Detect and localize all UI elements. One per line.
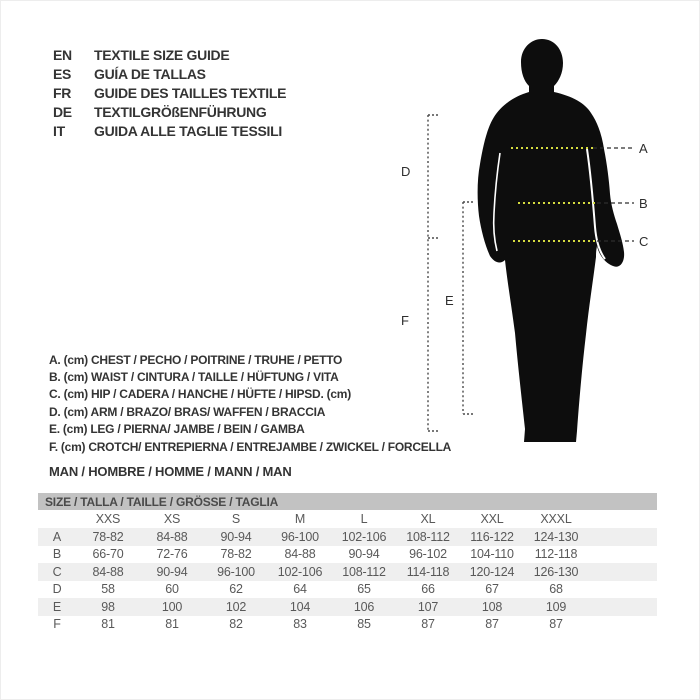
- size-value-cell: 116-122: [470, 529, 514, 544]
- size-value-cell: 96-100: [281, 529, 319, 544]
- measurement-definition: E. (cm) LEG / PIERNA/ JAMBE / BEIN / GAMBA: [49, 422, 305, 437]
- table-row: [38, 598, 657, 616]
- language-title: GUÍA DE TALLAS: [94, 65, 206, 82]
- label-F: F: [401, 313, 409, 328]
- size-column-header: XXS: [95, 512, 121, 526]
- size-value-cell: 67: [485, 582, 499, 597]
- language-row: [53, 121, 286, 140]
- size-value-cell: 112-118: [534, 547, 578, 562]
- size-value-cell: 81: [101, 617, 115, 632]
- table-row: [38, 528, 657, 546]
- size-value-cell: 64: [293, 582, 307, 597]
- size-value-cell: 78-82: [92, 529, 124, 544]
- measurement-definition: B. (cm) WAIST / CINTURA / TAILLE / HÜFTUNG / VITA: [49, 370, 339, 385]
- size-value-cell: 87: [549, 617, 563, 632]
- language-row: [53, 102, 286, 121]
- size-value-cell: 109: [545, 599, 567, 614]
- measurement-definition: D. (cm) ARM / BRAZO/ BRAS/ WAFFEN / BRACCIA: [49, 404, 326, 419]
- language-title-list: [53, 45, 286, 140]
- size-value-cell: 87: [485, 617, 499, 632]
- table-row: [38, 581, 657, 599]
- size-column-header: XL: [420, 512, 436, 526]
- size-value-cell: 104-110: [470, 547, 514, 562]
- language-code: FR: [53, 84, 72, 101]
- size-column-header-row: [38, 510, 657, 528]
- size-value-cell: 108: [481, 599, 503, 614]
- size-column-header: XS: [163, 512, 181, 526]
- measurement-definition: C. (cm) HIP / CADERA / HANCHE / HÜFTE / HIPSD. (cm): [49, 387, 351, 402]
- size-value-cell: 102-106: [341, 529, 387, 544]
- language-title: GUIDA ALLE TAGLIE TESSILI: [94, 122, 282, 139]
- size-value-cell: 124-130: [533, 529, 579, 544]
- size-value-cell: 96-100: [217, 564, 255, 579]
- size-value-cell: 96-102: [409, 547, 447, 562]
- row-label: A: [52, 529, 62, 544]
- table-row: [38, 616, 657, 634]
- size-value-cell: 81: [165, 617, 179, 632]
- size-value-cell: 120-124: [469, 564, 515, 579]
- size-table: [38, 493, 657, 633]
- size-value-cell: 65: [357, 582, 371, 597]
- row-label: F: [53, 617, 61, 632]
- language-row: [53, 64, 286, 83]
- man-silhouette: [478, 39, 625, 442]
- size-value-cell: 66: [421, 582, 435, 597]
- man-category-label: MAN / HOMBRE / HOMME / MANN / MAN: [49, 463, 292, 479]
- row-label: C: [52, 564, 62, 579]
- size-value-cell: 82: [229, 617, 243, 632]
- size-value-cell: 60: [165, 582, 179, 597]
- size-value-cell: 90-94: [156, 564, 188, 579]
- size-value-cell: 104: [289, 599, 311, 614]
- size-value-cell: 84-88: [156, 529, 188, 544]
- size-value-cell: 83: [293, 617, 307, 632]
- row-label: E: [52, 599, 62, 614]
- size-value-cell: 84-88: [92, 564, 124, 579]
- size-column-header: M: [294, 512, 306, 526]
- measurement-definition: A. (cm) CHEST / PECHO / POITRINE / TRUHE / PETTO: [49, 352, 343, 367]
- size-value-cell: 107: [417, 599, 439, 614]
- size-value-cell: 90-94: [348, 547, 380, 562]
- size-value-cell: 68: [549, 582, 563, 597]
- language-title: TEXTILE SIZE GUIDE: [94, 46, 230, 63]
- size-value-cell: 102-106: [277, 564, 323, 579]
- size-value-cell: 106: [353, 599, 375, 614]
- language-code: ES: [53, 65, 72, 82]
- language-title: GUIDE DES TAILLES TEXTILE: [94, 84, 287, 101]
- language-code: DE: [53, 103, 72, 120]
- size-value-cell: 78-82: [220, 547, 252, 562]
- size-value-cell: 90-94: [220, 529, 252, 544]
- label-B: B: [639, 196, 648, 211]
- size-value-cell: 114-118: [406, 564, 450, 579]
- language-title: TEXTILGRÖßENFÜHRUNG: [94, 103, 267, 120]
- size-value-cell: 85: [357, 617, 371, 632]
- measurement-definitions: [49, 351, 451, 455]
- table-row: [38, 563, 657, 581]
- language-code: IT: [53, 122, 65, 139]
- size-value-cell: 72-76: [156, 547, 188, 562]
- row-label: B: [52, 547, 62, 562]
- table-row: [38, 546, 657, 564]
- size-value-cell: 108-112: [342, 564, 386, 579]
- size-value-cell: 108-112: [406, 529, 450, 544]
- size-value-cell: 126-130: [533, 564, 579, 579]
- label-A: A: [639, 141, 648, 156]
- size-value-cell: 62: [229, 582, 243, 597]
- size-value-cell: 102: [225, 599, 247, 614]
- size-column-header: XXL: [480, 512, 504, 526]
- measurement-definition: F. (cm) CROTCH/ ENTREPIERNA / ENTREJAMBE / ZWICKEL / FORCELLA: [49, 439, 452, 454]
- label-D: D: [401, 164, 411, 179]
- size-value-cell: 84-88: [284, 547, 316, 562]
- size-table-header-bar: SIZE / TALLA / TAILLE / GRÖSSE / TAGLIA: [38, 493, 657, 510]
- size-value-cell: 58: [101, 582, 115, 597]
- size-column-header: S: [231, 512, 241, 526]
- size-value-cell: 87: [421, 617, 435, 632]
- size-column-header: L: [360, 512, 368, 526]
- size-value-cell: 98: [101, 599, 115, 614]
- size-value-cell: 66-70: [92, 547, 124, 562]
- language-row: [53, 83, 286, 102]
- size-value-cell: 100: [161, 599, 183, 614]
- size-column-header: XXXL: [540, 512, 572, 526]
- language-row: [53, 45, 286, 64]
- size-table-grid: [38, 510, 657, 633]
- label-E: E: [445, 293, 454, 308]
- label-C: C: [639, 234, 649, 249]
- row-label: D: [52, 582, 62, 597]
- language-code: EN: [53, 46, 72, 63]
